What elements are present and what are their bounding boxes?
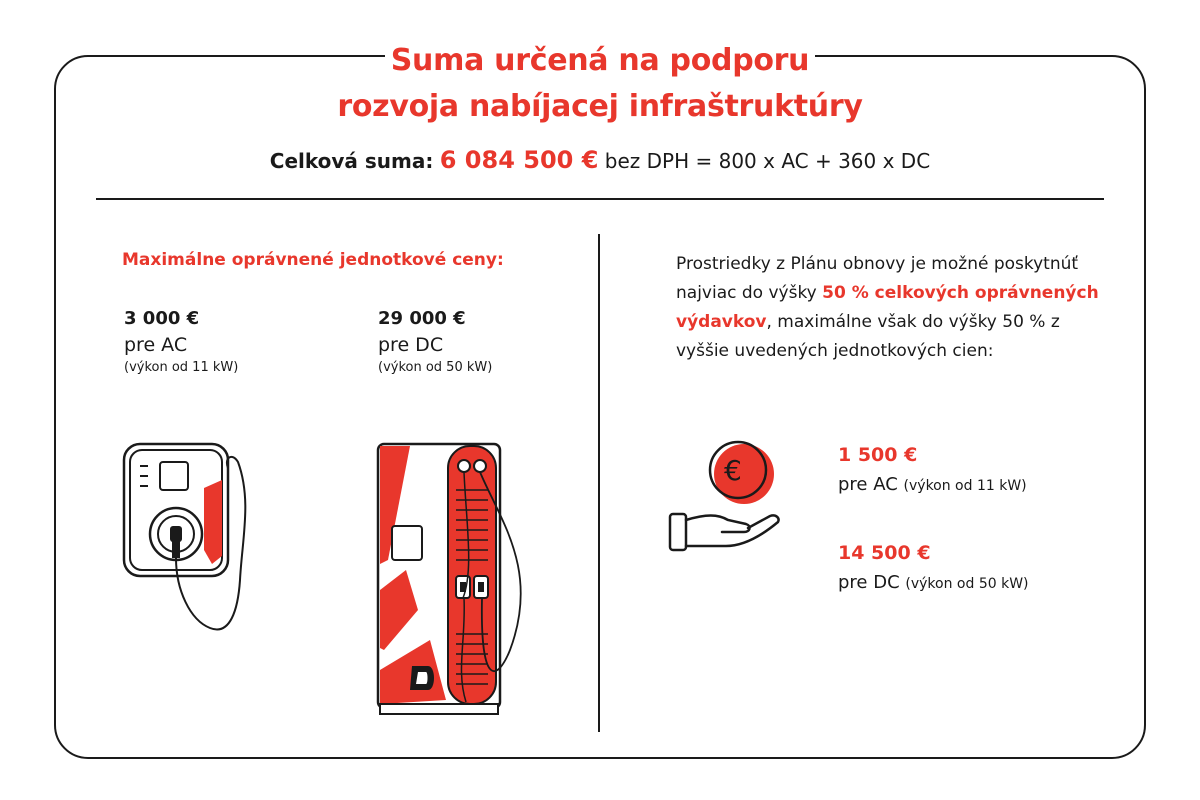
max-prices-heading: Maximálne oprávnené jednotkové ceny: [122,250,504,270]
support-text-after: , maximálne však do výšky 50 % z vyššie uvedených jednotkových cien: [676,312,1060,361]
page-title [300,38,900,130]
dc-charging-station-icon [370,440,560,720]
wallbox-charger-icon [120,440,260,640]
support-description [676,250,1116,366]
ac-support-price [838,440,1027,501]
ac-max-price-spec: (výkon od 11 kW) [124,360,239,375]
dc-max-price-type: pre DC [378,334,444,356]
dc-max-price-value: 29 000 € [378,308,466,329]
svg-text:€: € [724,454,742,487]
ac-max-price-value: 3 000 € [124,308,200,329]
support-text-before: Prostriedky z Plánu obnovy je možné poskytnúť najviac do výšky [676,254,1079,303]
ac-support-price-spec: (výkon od 11 kW) [903,478,1027,494]
total-amount: 6 084 500 € [439,146,599,174]
ac-support-price-value: 1 500 € [838,444,918,466]
dc-support-price [838,538,1029,599]
total-sum [200,146,1000,174]
dc-max-price-spec: (výkon od 50 kW) [378,360,493,375]
ac-support-price-type: pre AC [838,474,898,495]
vertical-divider [598,234,600,732]
hand-euro-coin-icon [666,440,786,560]
dc-max-price [378,306,492,378]
dc-support-price-value: 14 500 € [838,542,931,564]
support-highlight: 50 % celkových oprávnených výdavkov [676,283,1099,332]
dc-support-price-type: pre DC [838,572,900,593]
total-label: Celková suma: [269,149,434,173]
title-line-1: Suma určená na podporu [390,43,810,78]
horizontal-divider [96,198,1104,200]
dc-support-price-spec: (výkon od 50 kW) [905,576,1029,592]
ac-max-price [124,306,238,378]
total-formula: bez DPH = 800 x AC + 360 x DC [604,149,931,173]
title-line-2: rozvoja nabíjacej infraštruktúry [337,89,863,124]
ac-max-price-type: pre AC [124,334,188,356]
